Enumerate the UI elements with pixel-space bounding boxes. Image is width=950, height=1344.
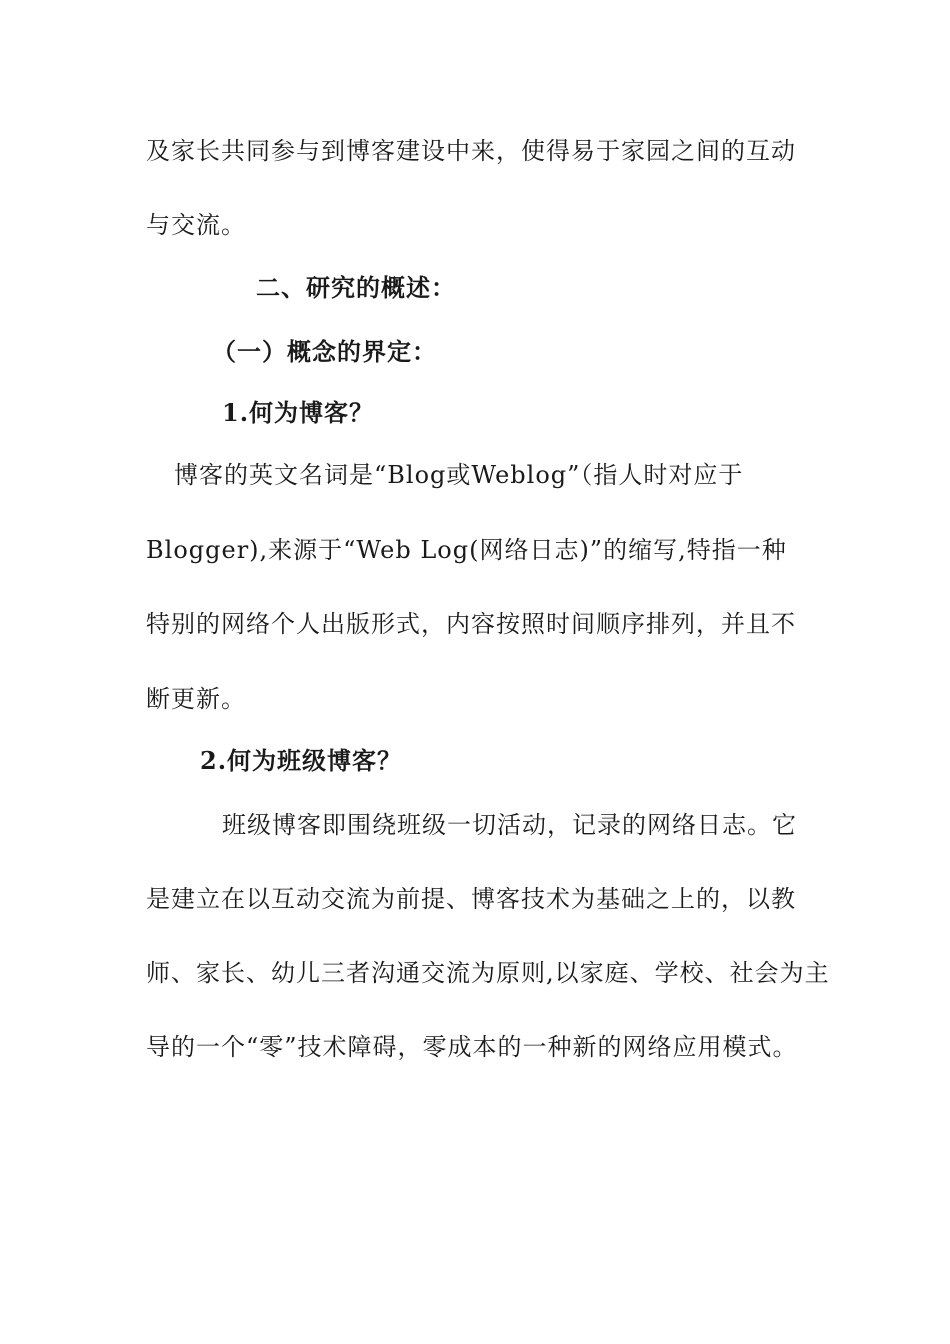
- subsection-title: （一）概念的界定：: [212, 337, 437, 366]
- item1-heading: 1.何为博客？: [222, 398, 375, 427]
- item2-line-1: 班级博客即围绕班级一切活动，记录的网络日志。它: [222, 811, 797, 839]
- item1-line-2: Blogger),来源于“Web Log(网络日志)”的缩写,特指一种: [146, 536, 787, 564]
- item2-line-3: 师、家长、幼儿三者沟通交流为原则,以家庭、学校、社会为主: [146, 959, 830, 987]
- section-title: 二、研究的概述：: [256, 273, 456, 302]
- item1-line-3: 特别的网络个人出版形式，内容按照时间顺序排列，并且不: [146, 610, 796, 638]
- intro-line-2: 与交流。: [146, 211, 246, 239]
- item2-line-4: 导的一个“零”技术障碍，零成本的一种新的网络应用模式。: [146, 1033, 798, 1061]
- item1-line-4: 断更新。: [146, 685, 246, 713]
- item2-line-2: 是建立在以互动交流为前提、博客技术为基础之上的，以教: [146, 885, 796, 913]
- item1-line-1: 博客的英文名词是“Blog或Weblog”（指人时对应于: [174, 461, 744, 489]
- intro-line-1: 及家长共同参与到博客建设中来，使得易于家园之间的互动: [146, 137, 796, 165]
- item2-heading: 2.何为班级博客？: [200, 746, 403, 775]
